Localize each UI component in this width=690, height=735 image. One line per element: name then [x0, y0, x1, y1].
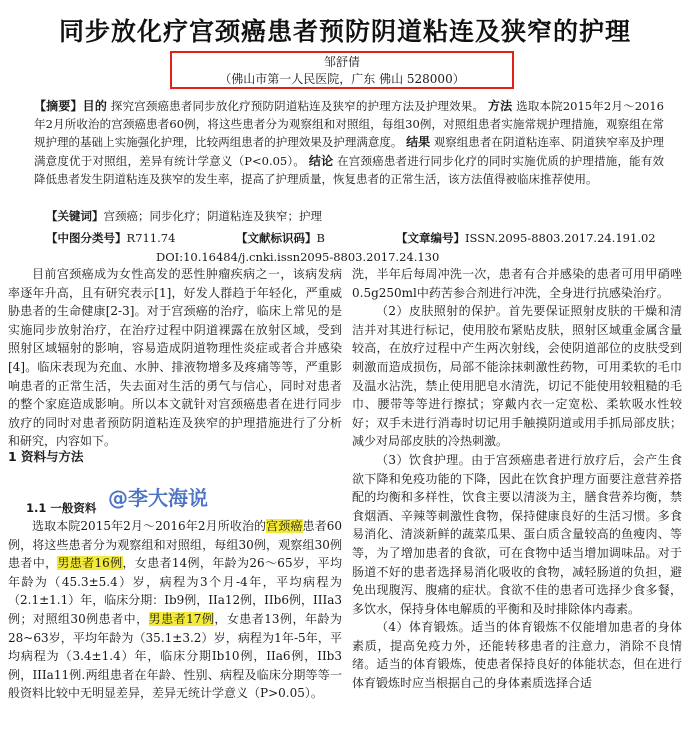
abstract: [34, 97, 664, 188]
keywords-label: 【关键词】: [46, 209, 104, 223]
highlight: 宫颈癌: [266, 519, 303, 533]
keywords-text: 宫颈癌；同步化疗；阴道粘连及狭窄；护理: [103, 209, 322, 223]
paragraph-diet: （3）饮食护理。由于宫颈癌患者进行放疗后，会产生食欲下降和免疫功能的下降，因此在饮食护理方面要注意营养搭配的均衡和多样性，饮食主要以清淡为主，膳食营养均衡，禁食烟酒、辛辣等刺激性食物，保持健康良好的生活习惯。多食易消化、清淡新鲜的蔬菜瓜果、蛋白质含量较高的鱼瘦肉、等等，为了增加患者的食欲，可在食物中适当增加调味品。对于肠道不好的患者选择易消化吸收的食物，减轻肠道的负担，避免出现腹泻、腹痛的症状。食欲不佳的患者可选择少食多餐，多饮水，保持身体电解质的平衡和及时排除体内毒素。: [352, 452, 682, 616]
highlight: 男患者16例: [57, 556, 123, 571]
section-heading: 1 资料与方法: [8, 449, 84, 464]
text-segment: ，女患者14例，年龄为26～65岁，平均年龄为（45.3±5.4）岁，病程为3个月-4年，平均病程为（2.1±1.1）年，临床分期：Ib9例，IIa12例，IIb6例，IIIa3例；对照组30例患者中，: [8, 556, 342, 626]
highlight: 男患者17例: [148, 611, 215, 626]
paragraph-skin-protection: （2）皮肤照射的保护。首先要保证照射皮肤的干燥和清洁并对其进行标记，使用胶布紧贴皮肤，照射区域重金属含量较高，在放疗过程中产生两次射线，会使阴道部位的皮肤受到刺激而造成损伤，局部不能涂抹刺激性药物，可用柔软的毛巾及温水沾洗，禁止使用肥皂水清洗，切记不能使用较粗糙的毛巾、腰带等等进行擦拭；穿戴内衣一定宽松、柔软吸水性较好；双手未进行消毒时切记用手触摸阴道或用手抓局部皮肤；减少对局部皮肤的冷热刺激。: [352, 304, 682, 449]
clc-number: [46, 230, 175, 246]
abstract-purpose-label: 目的: [82, 99, 108, 113]
keywords: [46, 208, 322, 224]
author-name: 邹舒倩: [323, 55, 360, 69]
subsection-heading: 1.1 一般资料: [26, 501, 97, 515]
doi: DOI:10.16484/j.cnki.issn2095-8803.2017.24.130: [156, 250, 440, 264]
text-segment: ，女患者13例，年龄为28~63岁，平均年龄为（35.1±3.2）岁，病程为1年-5年，平均病程为（3.4±1.4）年，临床分期Ib10例，IIa6例，IIb3例，IIIa11例.两组患者在年龄、性别、病程及临床分期等等一般资料比较中无明显差异，差异无统计学意义（P>0.05）。: [8, 611, 342, 701]
abstract-purpose: 探究宫颈癌患者同步放化疗预防阴道粘连及狭窄的护理方法及护理效果。: [110, 99, 485, 113]
abstract-result-label: 结果: [406, 135, 431, 150]
author-affiliation: （佛山市第一人民医院，广东 佛山 528000）: [219, 72, 465, 86]
text-segment: 患者60例，将这些患者分为观察组和对照组，每组30例，观察组30例患者中，: [8, 519, 342, 571]
abstract-conclusion: 在宫颈癌患者进行同步化疗的同时实施优质的护理措施，能有效降低患者发生阴道粘连及狭窄的发生率，提高了护理质量，恢复患者的正常生活，该方法值得被临床推荐使用。: [34, 153, 665, 186]
paragraph-exercise: （4）体育锻炼。适当的体育锻炼不仅能增加患者的身体素质，提高免疫力外，还能转移患者的注意力，消除不良情绪。适当的体育锻炼，使患者保持良好的体能状态，但在进行体育锻炼时应当根据自己的身体素质选择合适: [352, 620, 682, 691]
clc-label: 【中图分类号】: [46, 231, 127, 245]
left-column-intro: [8, 265, 342, 451]
doc-code-value: B: [316, 231, 325, 245]
text-segment: 选取本院2015年2月～2016年2月所收治的: [32, 519, 267, 533]
abstract-method-label: 方法: [487, 99, 513, 113]
article-number-label: 【文章编号】: [396, 231, 465, 245]
abstract-conclusion-label: 结论: [308, 153, 334, 168]
article-number-value: ISSN.2095-8803.2017.24.191.02: [465, 231, 656, 245]
doc-code: [236, 230, 325, 246]
abstract-label: 【摘要】: [34, 99, 83, 113]
general-data-paragraph: [8, 517, 342, 703]
author-highlight-box: [170, 51, 514, 89]
right-column: [352, 265, 682, 693]
clc-value: R711.74: [126, 231, 176, 245]
article-number: [396, 230, 656, 246]
left-column-body: [8, 517, 342, 703]
paragraph-continued: 洗，半年后每周冲洗一次，患者有合并感染的患者可用甲硝唑0.5g250ml中药苦参合剂进行冲洗，全身进行抗感染治疗。: [352, 267, 682, 300]
abstract-result: 观察组患者在阴道粘连率、阴道狭窄率及护理满意度优于对照组，差异有统计学意义（P<0.05）。: [34, 135, 664, 168]
doc-code-label: 【文献标识码】: [236, 231, 317, 245]
intro-paragraph: 目前宫颈癌成为女性高发的恶性肿瘤疾病之一，该病发病率逐年升高，且有研究表示[1]，好发人群趋于年轻化，严重威胁患者的生命健康[2-3]。对于宫颈癌的治疗，临床上常见的是实施同步放射治疗，在治疗过程中阴道裸露在放射区域，受到照射区域辐射的影响，容易造成阴道物理性炎症或者合并感染[4]。临床表现为充血、水肿、排液物增多及疼痛等等，严重影响患者的正常生活，失去面对生活的勇气与信心，同时对患者的整个家庭造成影响。所以本文就针对宫颈癌患者在进行同步放疗的同时对患者预防阴道粘连及狭窄的护理措施进行了分析和研究，内容如下。: [8, 267, 342, 449]
watermark: @李大海说: [108, 486, 208, 510]
abstract-method: 选取本院2015年2月～2016年2月所收治的宫颈癌患者60例，将这些患者分为观察组和对照组，每组30例，对照组患者实施常规护理措施，观察组在常规护理的基础上实施强化护理，比较两组患者的护理效果及护理满意度。: [34, 99, 664, 150]
paper-title: 同步放化疗宫颈癌患者预防阴道粘连及狭窄的护理: [58, 17, 631, 46]
